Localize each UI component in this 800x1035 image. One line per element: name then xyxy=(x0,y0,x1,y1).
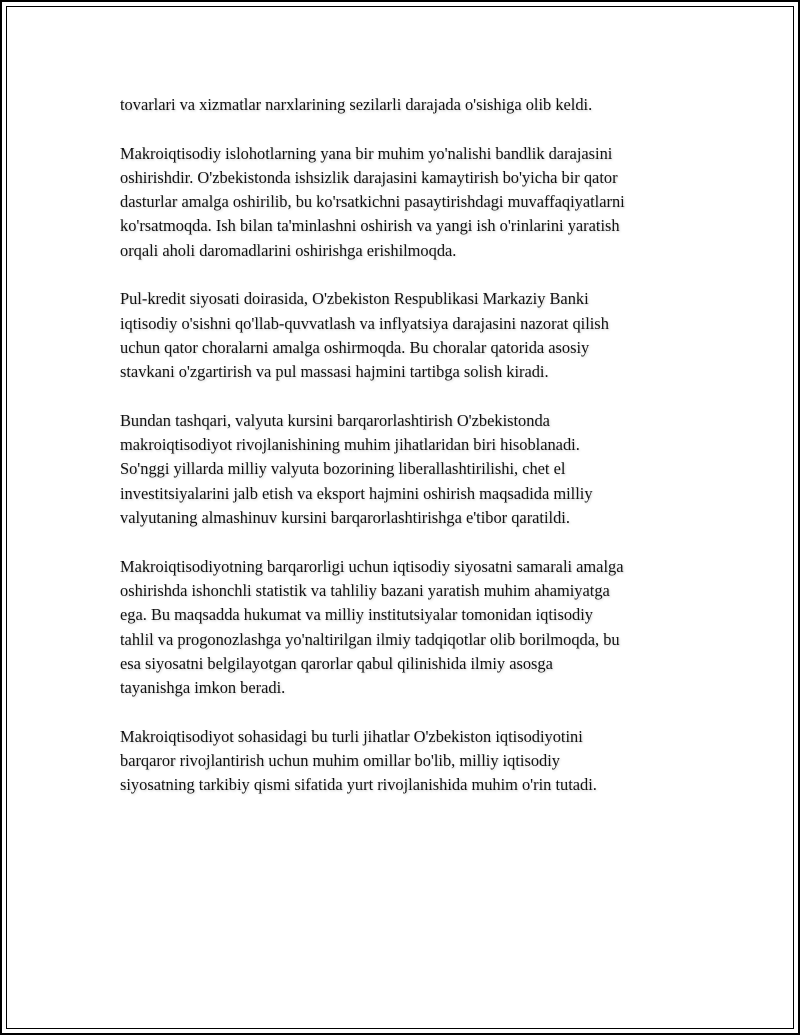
paragraph-3 xyxy=(120,287,700,384)
paragraph-2 xyxy=(120,142,700,263)
text-line: Makroiqtisodiyotning barqarorligi uchun iqtisodiy siyosatni samarali amalga xyxy=(120,556,624,576)
text-line: investitsiyalarini jalb etish va eksport hajmini oshirish maqsadida milliy xyxy=(120,483,593,503)
text-line: oshirishdir. O'zbekistonda ishsizlik darajasini kamaytirish bo'yicha bir qator xyxy=(120,167,618,187)
text-line: Bundan tashqari, valyuta kursini barqarorlashtirish O'zbekistonda xyxy=(120,410,550,430)
text-line: ko'rsatmoqda. Ish bilan ta'minlashni oshirish va yangi ish o'rinlarini yaratish xyxy=(120,216,620,236)
paragraph-1 xyxy=(120,93,700,117)
text-line: oshirishda ishonchli statistik va tahliliy bazani yaratish muhim ahamiyatga xyxy=(120,580,610,600)
text-line: valyutaning almashinuv kursini barqarorlashtirishga e'tibor qaratildi. xyxy=(120,508,570,528)
text-line: Makroiqtisodiy islohotlarning yana bir muhim yo'nalishi bandlik darajasini xyxy=(120,143,613,163)
text-line: Makroiqtisodiyot sohasidagi bu turli jihatlar O'zbekiston iqtisodiyotini xyxy=(120,726,583,746)
text-line: ega. Bu maqsadda hukumat va milliy institutsiyalar tomonidan iqtisodiy xyxy=(120,605,593,625)
text-line: uchun qator choralarni amalga oshirmoqda. Bu choralar qatorida asosiy xyxy=(120,337,590,357)
text-line: tovarlari va xizmatlar narxlarining sezilarli darajada o'sishiga olib keldi. xyxy=(120,95,593,114)
text-line: barqaror rivojlantirish uchun muhim omillar bo'lib, milliy iqtisodiy xyxy=(120,751,560,771)
text-line: tayanishga imkon beradi. xyxy=(120,678,286,698)
text-line: Pul-kredit siyosati doirasida, O'zbekiston Respublikasi Markaziy Banki xyxy=(120,289,589,309)
document-body xyxy=(120,93,700,822)
text-line: makroiqtisodiyot rivojlanishining muhim jihatlaridan biri hisoblanadi. xyxy=(120,435,580,455)
text-line: So'nggi yillarda milliy valyuta bozorining liberallashtirilishi, chet el xyxy=(120,459,566,479)
paragraph-6 xyxy=(120,725,700,798)
paragraph-5 xyxy=(120,555,700,701)
text-line: iqtisodiy o'sishni qo'llab-quvvatlash va inflyatsiya darajasini nazorat qilish xyxy=(120,313,609,333)
text-line: orqali aholi daromadlarini oshirishga erishilmoqda. xyxy=(120,240,457,260)
text-line: stavkani o'zgartirish va pul massasi hajmini tartibga solish kiradi. xyxy=(120,362,549,382)
paragraph-4 xyxy=(120,409,700,530)
text-line: dasturlar amalga oshirilib, bu ko'rsatkichni pasaytirishdagi muvaffaqiyatlarni xyxy=(120,192,625,212)
text-line: siyosatning tarkibiy qismi sifatida yurt rivojlanishida muhim o'rin tutadi. xyxy=(120,775,597,795)
text-line: esa siyosatni belgilayotgan qarorlar qabul qilinishida ilmiy asosga xyxy=(120,653,553,673)
text-line: tahlil va progonozlashga yo'naltirilgan ilmiy tadqiqotlar olib borilmoqda, bu xyxy=(120,629,620,649)
